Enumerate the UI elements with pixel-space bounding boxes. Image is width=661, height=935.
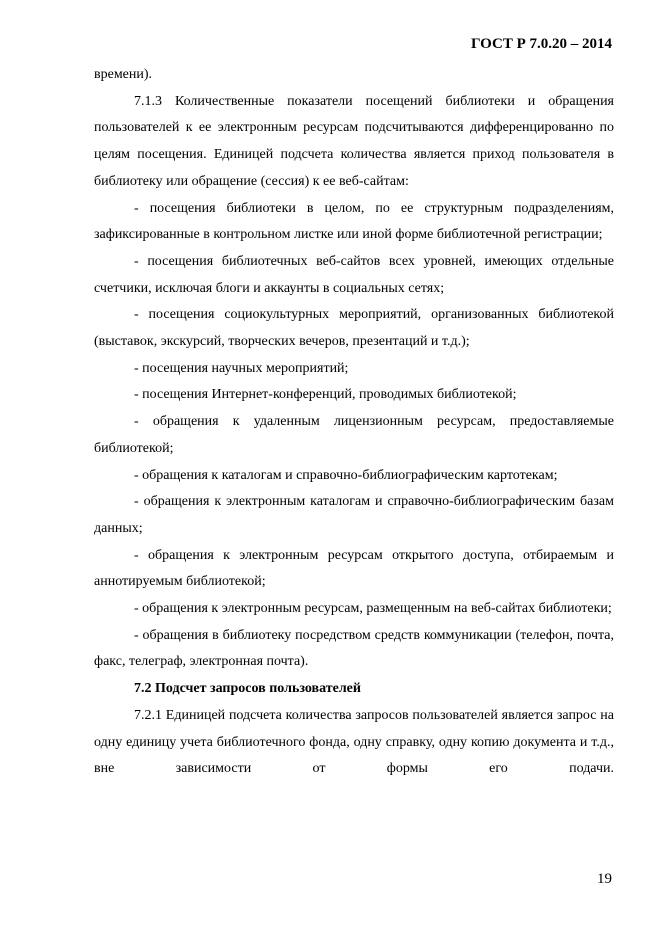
page-number: 19	[597, 871, 612, 887]
page-body	[94, 62, 614, 783]
list-item: - посещения социокультурных мероприятий, организованных библиотекой (выставок, экскурсий, творческих вечеров, презентаций и т.д.);	[94, 307, 614, 350]
section-heading: 7.2 Подсчет запросов пользователей	[134, 681, 361, 697]
list-item: - обращения к удаленным лицензионным ресурсам, предоставляемые библиотекой;	[94, 414, 614, 456]
continuation-text: времени).	[94, 67, 153, 82]
paragraph-7-2-1: 7.2.1 Единицей подсчета количества запросов пользователей является запрос на одну единицу учета библиотечного фонда, одну справку, одну копию документа и т.д., вне зависимости от формы его подачи.	[94, 707, 614, 777]
list-item: - посещения Интернет-конференций, проводимых библиотекой;	[134, 387, 517, 403]
list-item: - обращения в библиотеку посредством средств коммуникации (телефон, почта, факс, телеграф, электронная почта).	[94, 627, 614, 670]
list-item: - обращения к электронным каталогам и справочно-библиографическим базам данных;	[94, 494, 614, 536]
list-item: - посещения библиотеки в целом, по ее структурным подразделениям, зафиксированные в контрольном листке или иной форме библиотечной регистрации;	[94, 200, 614, 243]
list-item: - обращения к каталогам и справочно-библиографическим картотекам;	[134, 467, 558, 483]
document-header: ГОСТ Р 7.0.20 – 2014	[470, 36, 612, 52]
paragraph-7-1-3: 7.1.3 Количественные показатели посещений библиотеки и обращения пользователей к ее электронным ресурсам подсчитываются дифференцированно по целям посещения. Единицей подсчета количества является приход пользователя в библиотеку или обращение (сессия) к ее веб-сайтам:	[94, 93, 614, 189]
list-item: - обращения к электронным ресурсам открытого доступа, отбираемым и аннотируемым библиотекой;	[94, 547, 614, 590]
list-item: - посещения научных мероприятий;	[134, 360, 349, 376]
list-item: - посещения библиотечных веб-сайтов всех уровней, имеющих отдельные счетчики, исключая блоги и аккаунты в социальных сетях;	[94, 253, 614, 296]
list-item: - обращения к электронным ресурсам, размещенным на веб-сайтах библиотеки;	[134, 601, 612, 617]
